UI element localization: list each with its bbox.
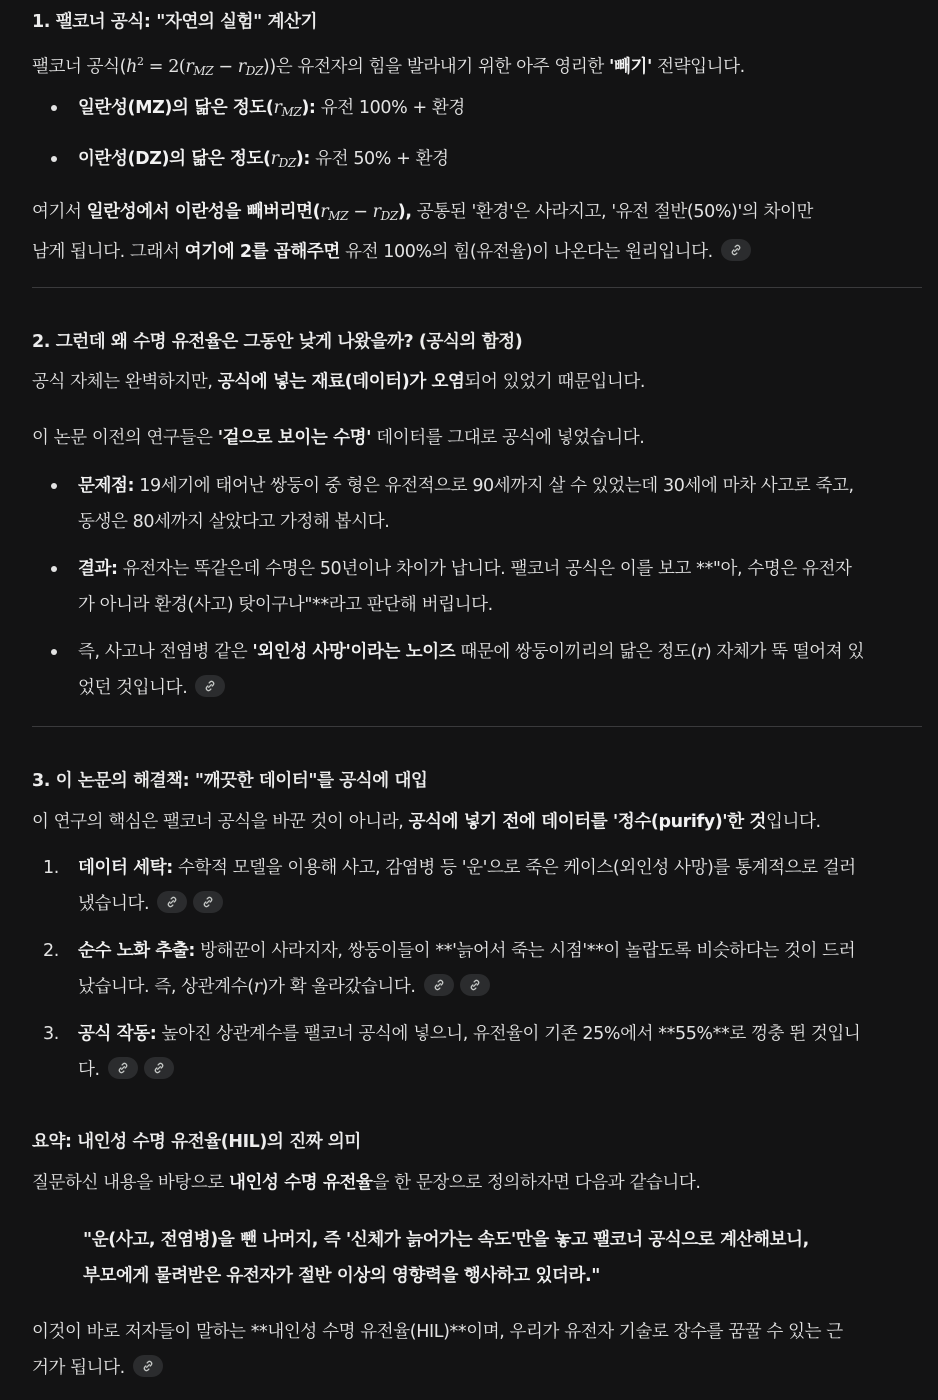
list-item [32,551,922,623]
text: 전략입니다. [651,57,745,77]
formula-r2: r [237,57,246,77]
bold-text: 일란성에서 이란성을 빼버리면( [86,202,321,222]
list-number: 3. [43,1024,59,1044]
list-number: 1. [43,858,59,878]
text: 공통된 '환경'은 사라지고, '유전 절반(50%)'의 차이만 [411,202,814,222]
text: 거가 됩니다. [32,1358,125,1378]
bold-text: '겉으로 보이는 수명' [217,428,372,448]
link-icon[interactable] [108,1057,138,1079]
text: 데이터를 그대로 공식에 넣었습니다. [371,428,645,448]
text: 었던 것입니다. [78,678,188,698]
bold-text: 순수 노화 추출: [78,941,196,961]
text: 동생은 80세까지 살았다고 가정해 봅시다. [78,512,390,532]
text: 19세기에 태어난 쌍둥이 중 형은 유전적으로 90세까지 살 수 있었는데 30세에 마차 사고로 죽고, [134,476,854,496]
bold-text: 데이터 세탁: [78,858,173,878]
text: 방해꾼이 사라지자, 쌍둥이들이 **'늙어서 죽는 시점'**이 놀랍도록 비슷하다는 것이 드러 [195,941,856,961]
text: 즉, 사고나 전염병 같은 [78,642,253,662]
text: 되어 있었기 때문입니다. [464,372,646,392]
summary-title: 요약: 내인성 수명 유전율(HIL)의 진짜 의미 [32,1132,361,1152]
divider [32,287,922,288]
s1-formula-paragraph [32,44,745,89]
formula-r2-sub: DZ [245,64,263,78]
bold-text: 일란성(MZ)의 닮은 정도( [78,98,274,118]
text: 가 아니라 환경(사고) 탓이구나"**라고 판단해 버립니다. [78,595,493,615]
quote-line: "운(사고, 전염병)을 뺀 나머지, 즉 '신체가 늙어가는 속도'만을 놓고 팰코너 공식으로 계산해보니, [83,1230,809,1250]
formula-end: )) [262,57,276,77]
formula-r: r [273,98,282,118]
list-item [32,933,922,1005]
formula-mid: = 2( [143,57,186,77]
bold-text: 공식에 넣기 전에 데이터를 '정수(purify)'한 것 [408,812,766,832]
list-item [32,468,922,540]
formula-r: r [320,202,329,222]
bold-text: 결과: [78,559,118,579]
text: )가 확 올라갔습니다. [261,977,416,997]
list-item [32,1016,922,1088]
divider [32,726,922,727]
formula-exp: 2 [137,55,144,68]
text: 다. [78,1060,100,1080]
s1-bullet-list [32,90,912,181]
link-icon[interactable] [721,239,751,261]
text: 이 논문 이전의 연구들은 [32,428,218,448]
link-icon[interactable] [424,974,454,996]
text: 났습니다. 즉, 상관계수( [78,977,254,997]
bold-text: 공식 작동: [78,1024,157,1044]
text: 높아진 상관계수를 팰코너 공식에 넣으니, 유전율이 기존 25%에서 **55%**로 껑충 뛴 것입니 [156,1024,861,1044]
formula-r: r [372,202,381,222]
summary-paragraph-2 [32,1314,922,1386]
formula-minus: − [348,202,373,222]
text: 팰코너 공식( [32,57,127,77]
list-item [32,634,922,706]
formula-r1: r [185,57,194,77]
bold-text: 여기에 2를 곱해주면 [184,242,340,262]
bold-text: ): [301,98,316,118]
text: 이것이 바로 저자들이 말하는 **내인성 수명 유전율(HIL)**이며, 우리가 유전자 기술로 장수를 꿈꿀 수 있는 근 [32,1322,843,1342]
text: 을 한 문장으로 정의하자면 다음과 같습니다. [372,1173,701,1193]
link-icon[interactable] [193,891,223,913]
bold-text: 내인성 수명 유전율 [229,1173,373,1193]
text: 유전자는 똑같은데 수명은 50년이나 차이가 납니다. 팰코너 공식은 이를 보고 **"아, 수명은 유전자 [117,559,852,579]
formula-r: r [270,149,279,169]
text: 때문에 쌍둥이끼리의 닮은 정도( [455,642,697,662]
text: 남게 됩니다. 그래서 [32,242,185,262]
s2-paragraph-1 [32,364,645,400]
bold-text: '외인성 사망'이라는 노이즈 [252,642,456,662]
text: 여기서 [32,202,87,222]
text: 입니다. [765,812,821,832]
link-icon[interactable] [133,1355,163,1377]
text: 질문하신 내용을 바탕으로 [32,1173,230,1193]
text: 공식 자체는 완벽하지만, [32,372,218,392]
formula-sub: MZ [281,105,302,119]
bold-text: 문제점: [78,476,135,496]
text: 유전 50% + 환경 [309,149,449,169]
text: ) 자체가 뚝 떨어져 있 [704,642,864,662]
text: 유전 100%의 힘(유전율)이 나온다는 원리입니다. [339,242,713,262]
s3-paragraph [32,804,821,840]
link-icon[interactable] [460,974,490,996]
text: 냈습니다. [78,894,150,914]
formula-sub: DZ [380,209,398,223]
formula-sub: MZ [328,209,349,223]
s2-bullet-list [32,468,922,706]
text: 유전 100% + 환경 [315,98,465,118]
bold-text: ): [295,149,310,169]
formula-h: h [126,57,137,77]
section-2-title: 2. 그런데 왜 수명 유전율은 그동안 낮게 나왔을까? (공식의 함정) [32,332,523,352]
link-icon[interactable] [157,891,187,913]
link-icon[interactable] [195,675,225,697]
s3-ordered-list [32,850,922,1088]
section-3-title: 3. 이 논문의 해결책: "깨끗한 데이터"를 공식에 대입 [32,771,428,791]
formula-r: r [696,642,705,662]
bold-text: '빼기' [609,57,652,77]
text: 이 연구의 핵심은 팰코너 공식을 바꾼 것이 아니라, [32,812,409,832]
bold-text: 이란성(DZ)의 닮은 정도( [78,149,271,169]
summary-quote [32,1222,809,1294]
bold-text: 공식에 넣는 재료(데이터)가 오염 [217,372,465,392]
s1-explanation [32,194,922,270]
formula-minus: − [213,57,238,77]
list-item [32,141,912,181]
bold-text: ), [397,202,412,222]
list-number: 2. [43,941,59,961]
section-1-title: 1. 팰코너 공식: "자연의 실험" 계산기 [32,12,318,32]
link-icon[interactable] [144,1057,174,1079]
quote-line: 부모에게 물려받은 유전자가 절반 이상의 영향력을 행사하고 있더라." [83,1266,600,1286]
list-item [32,90,912,130]
formula-sub: DZ [278,156,296,170]
summary-paragraph-1 [32,1165,701,1201]
text: 수학적 모델을 이용해 사고, 감염병 등 '운'으로 죽은 케이스(외인성 사망)를 통계적으로 걸러 [172,858,856,878]
text: 은 유전자의 힘을 발라내기 위한 아주 영리한 [275,57,609,77]
formula-r1-sub: MZ [193,64,214,78]
formula-r: r [253,977,262,997]
list-item [32,850,922,922]
s2-paragraph-2 [32,420,644,456]
